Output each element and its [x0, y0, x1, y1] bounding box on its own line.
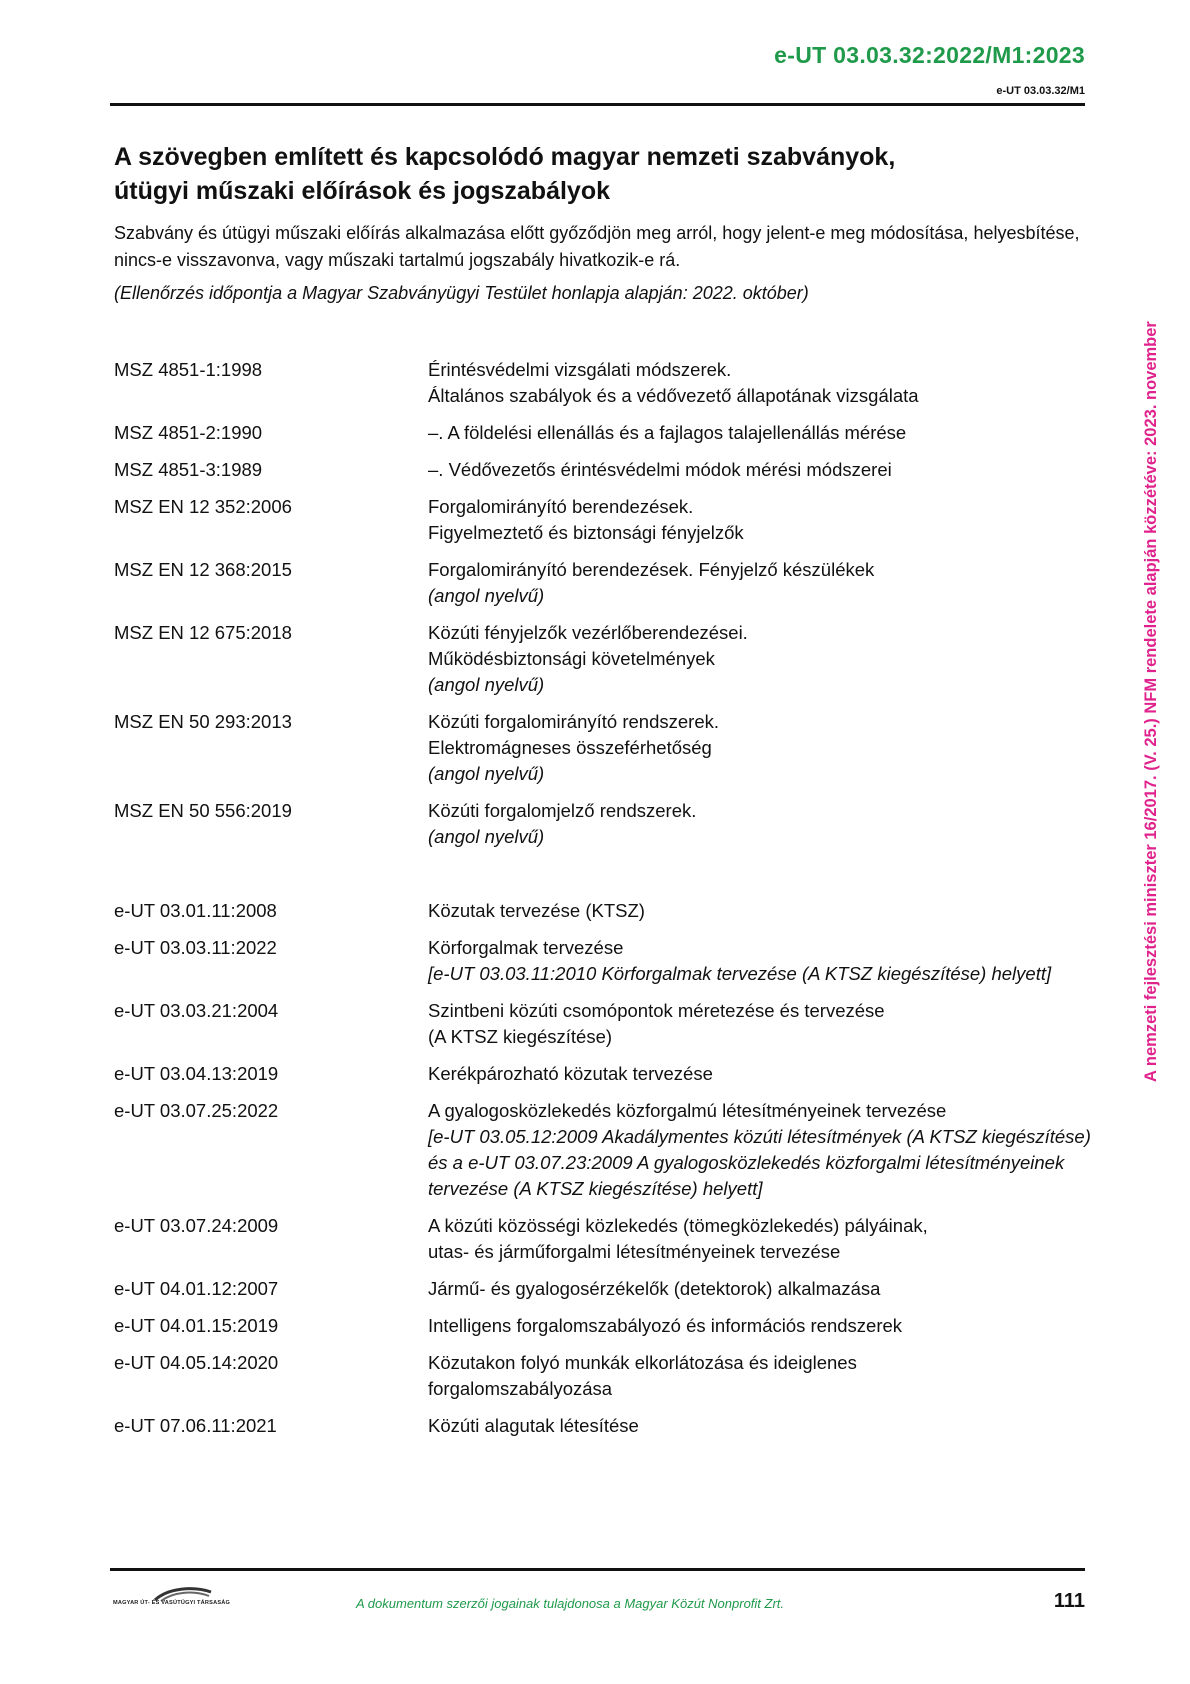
reference-row — [114, 798, 1094, 850]
reference-row — [114, 1350, 1094, 1402]
reference-code: e-UT 03.03.21:2004 — [114, 1000, 279, 1021]
reference-title-line: Forgalomirányító berendezések. Fényjelző készülékek — [428, 559, 875, 580]
reference-row — [114, 709, 1094, 787]
reference-title-line: Általános szabályok és a védővezető állapotának vizsgálata — [428, 385, 919, 406]
publication-side-note: A nemzeti fejlesztési miniszter 16/2017. (V. 25.) NFM rendelete alapján közzétéve: 2023. november — [1142, 321, 1160, 1082]
reference-row — [114, 998, 1094, 1050]
reference-title-line: –. A földelési ellenállás és a fajlagos talajellenállás mérése — [428, 422, 907, 443]
reference-description — [428, 420, 1094, 446]
reference-description — [428, 620, 1094, 698]
reference-title-line: Közúti forgalomjelző rendszerek. — [428, 800, 697, 821]
reference-row — [114, 1213, 1094, 1265]
reference-row — [114, 557, 1094, 609]
reference-code: e-UT 03.04.13:2019 — [114, 1063, 279, 1084]
reference-title-line: Közúti alagutak létesítése — [428, 1415, 639, 1436]
section-title-line-2: útügyi műszaki előírások és jogszabályok — [114, 177, 611, 205]
reference-note: [e-UT 03.05.12:2009 Akadálymentes közúti létesítmények (A KTSZ kiegészítése) és a e-UT 03.07.23:2009 A gyalogosközlekedés közforgalmi létesítményeinek tervezése (A KTSZ kiegészítése) helyett] — [428, 1126, 1091, 1199]
reference-description — [428, 1061, 1094, 1087]
reference-code: e-UT 03.03.11:2022 — [114, 937, 277, 958]
reference-code: e-UT 03.01.11:2008 — [114, 900, 277, 921]
reference-description — [428, 1276, 1094, 1302]
reference-description — [428, 898, 1094, 924]
reference-code: e-UT 03.07.25:2022 — [114, 1100, 279, 1121]
reference-row — [114, 420, 1094, 446]
reference-title-line: Közúti fényjelzők vezérlőberendezései. — [428, 622, 748, 643]
section-title-line-1: A szövegben említett és kapcsolódó magyar nemzeti szabványok, — [114, 143, 896, 171]
copyright-notice: A dokumentum szerzői jogainak tulajdonosa a Magyar Közút Nonprofit Zrt. — [356, 1596, 785, 1611]
reference-note: [e-UT 03.03.11:2010 Körforgalmak tervezése (A KTSZ kiegészítése) helyett] — [428, 963, 1052, 984]
logo-text: MAGYAR ÚT- ÉS VASÚTÜGYI TÁRSASÁG — [113, 1600, 231, 1606]
reference-title-line: Közutak tervezése (KTSZ) — [428, 900, 645, 921]
reference-description — [428, 998, 1094, 1050]
reference-row — [114, 357, 1094, 409]
reference-note: (angol nyelvű) — [428, 763, 545, 784]
reference-note: (angol nyelvű) — [428, 585, 545, 606]
reference-title-line: Szintbeni közúti csomópontok méretezése és tervezése — [428, 1000, 885, 1021]
reference-description — [428, 709, 1094, 787]
reference-title-line: Működésbiztonsági követelmények — [428, 648, 715, 669]
reference-title-line: Figyelmeztető és biztonsági fényjelzők — [428, 522, 744, 543]
reference-row — [114, 1098, 1094, 1202]
check-date-note: (Ellenőrzés időpontja a Magyar Szabványügyi Testület honlapja alapján: 2022. október) — [114, 283, 809, 303]
reference-code: MSZ EN 50 293:2013 — [114, 711, 292, 732]
reference-row — [114, 898, 1094, 924]
reference-code: e-UT 07.06.11:2021 — [114, 1415, 277, 1436]
reference-title-line: Forgalomirányító berendezések. — [428, 496, 694, 517]
reference-description — [428, 1350, 1094, 1402]
reference-title-line: Jármű- és gyalogosérzékelők (detektorok) alkalmazása — [428, 1278, 881, 1299]
reference-title-line: forgalomszabályozása — [428, 1378, 613, 1399]
reference-description — [428, 935, 1094, 987]
reference-description — [428, 1313, 1094, 1339]
footer-divider — [110, 1568, 1085, 1571]
reference-row — [114, 457, 1094, 483]
reference-row — [114, 1276, 1094, 1302]
document-subcode: e-UT 03.03.32/M1 — [996, 85, 1085, 97]
reference-title-line: (A KTSZ kiegészítése) — [428, 1026, 613, 1047]
reference-code: e-UT 04.01.15:2019 — [114, 1315, 279, 1336]
reference-code: MSZ 4851-1:1998 — [114, 359, 263, 380]
reference-title-line: Körforgalmak tervezése — [428, 937, 624, 958]
reference-code: e-UT 04.05.14:2020 — [114, 1352, 279, 1373]
reference-code: MSZ EN 50 556:2019 — [114, 800, 292, 821]
reference-row — [114, 1413, 1094, 1439]
reference-note: (angol nyelvű) — [428, 674, 545, 695]
reference-note: (angol nyelvű) — [428, 826, 545, 847]
reference-title-line: utas- és járműforgalmi létesítményeinek tervezése — [428, 1241, 841, 1262]
reference-code: MSZ EN 12 352:2006 — [114, 496, 292, 517]
reference-description — [428, 1413, 1094, 1439]
reference-title-line: Közúti forgalomirányító rendszerek. — [428, 711, 719, 732]
reference-description — [428, 798, 1094, 850]
reference-description — [428, 457, 1094, 483]
reference-title-line: Elektromágneses összeférhetőség — [428, 737, 712, 758]
reference-title-line: Érintésvédelmi vizsgálati módszerek. — [428, 359, 732, 380]
document-code: e-UT 03.03.32:2022/M1:2023 — [774, 42, 1085, 68]
reference-row — [114, 494, 1094, 546]
section-title — [114, 140, 1074, 208]
reference-row — [114, 1313, 1094, 1339]
reference-code: e-UT 04.01.12:2007 — [114, 1278, 279, 1299]
reference-title-line: Intelligens forgalomszabályozó és információs rendszerek — [428, 1315, 903, 1336]
msz-standards-list — [114, 357, 1094, 861]
reference-row — [114, 1061, 1094, 1087]
reference-description — [428, 357, 1094, 409]
reference-row — [114, 935, 1094, 987]
reference-code: MSZ 4851-3:1989 — [114, 459, 263, 480]
reference-description — [428, 1213, 1094, 1265]
reference-title-line: Közutakon folyó munkák elkorlátozása és ideiglenes — [428, 1352, 857, 1373]
reference-title-line: A közúti közösségi közlekedés (tömegközlekedés) pályáinak, — [428, 1215, 928, 1236]
reference-description — [428, 494, 1094, 546]
eut-specifications-list — [114, 898, 1094, 1450]
reference-code: MSZ 4851-2:1990 — [114, 422, 263, 443]
reference-description — [428, 557, 1094, 609]
header-divider — [110, 103, 1085, 106]
reference-code: MSZ EN 12 368:2015 — [114, 559, 292, 580]
intro-paragraph: Szabvány és útügyi műszaki előírás alkalmazása előtt győződjön meg arról, hogy jelent-e meg módosítása, helyesbítése, nincs-e visszavonva, vagy műszaki tartalmú jogszabály hivatkozik-e rá. — [114, 223, 1080, 270]
reference-title-line: –. Védővezetős érintésvédelmi módok mérési módszerei — [428, 459, 892, 480]
reference-row — [114, 620, 1094, 698]
reference-code: e-UT 03.07.24:2009 — [114, 1215, 279, 1236]
page-number: 111 — [1053, 1590, 1085, 1612]
reference-code: MSZ EN 12 675:2018 — [114, 622, 292, 643]
reference-title-line: Kerékpározható közutak tervezése — [428, 1063, 713, 1084]
society-logo — [113, 1586, 258, 1616]
reference-title-line: A gyalogosközlekedés közforgalmú létesítményeinek tervezése — [428, 1100, 947, 1121]
reference-description — [428, 1098, 1094, 1202]
